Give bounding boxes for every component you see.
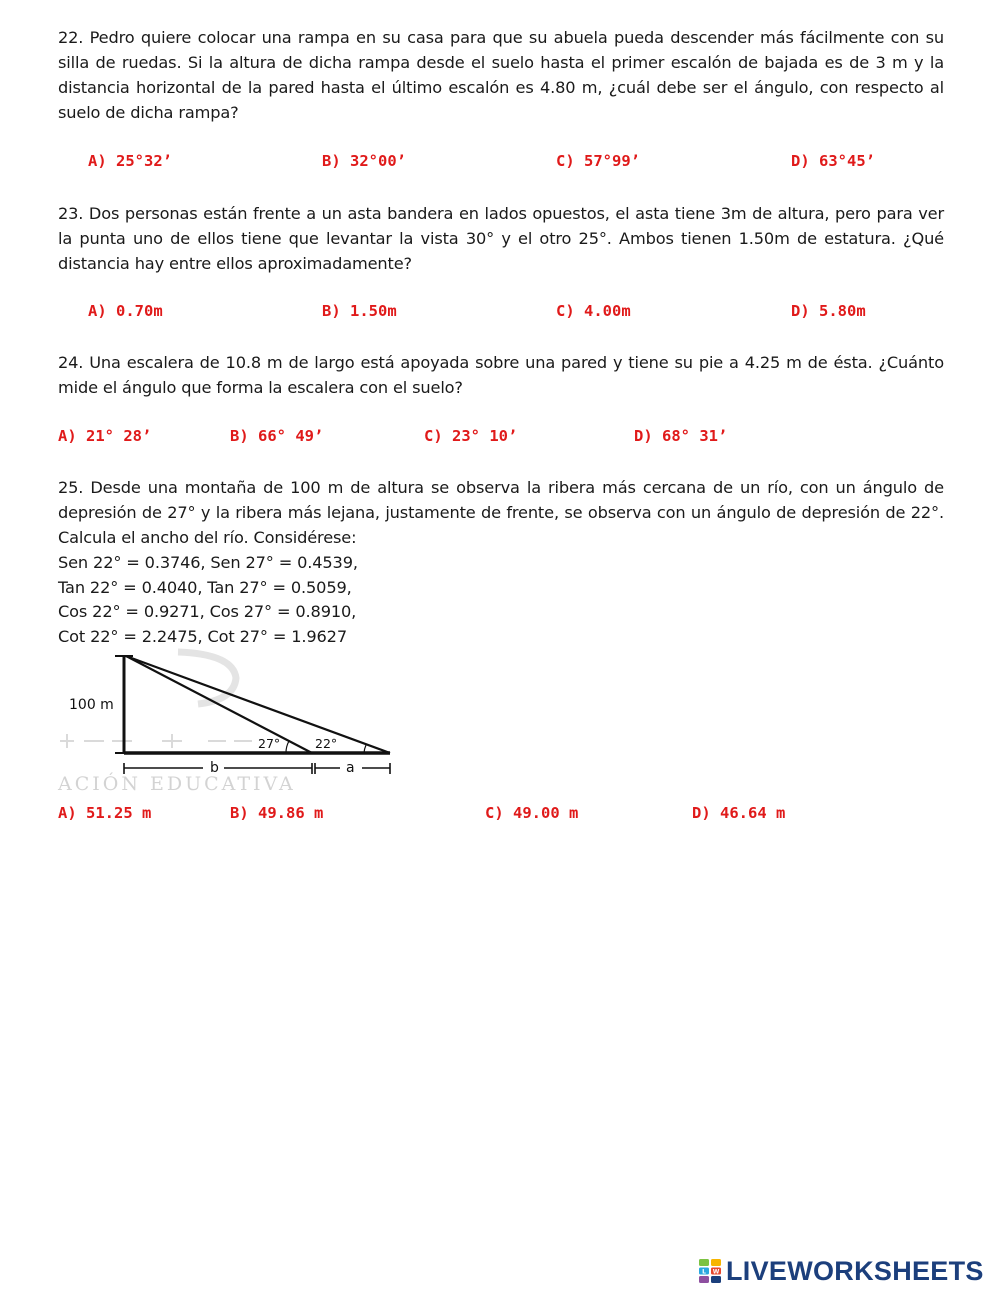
depression-angle-diagram — [58, 648, 398, 788]
liveworksheets-logo-icon — [698, 1258, 722, 1284]
q24-option-c[interactable]: C) 23° 10’ — [424, 427, 518, 445]
line-of-sight-near — [126, 656, 312, 753]
question-25-text: 25. Desde una montaña de 100 m de altura se observa la ribera más cercana de un río, con un ángulo de depresión de 27° y la ribera más lejana, justamente de frente, se observa con un ángulo de depresión de 22°. Calcula el ancho del río. Considérese: — [58, 478, 944, 547]
q24-option-b[interactable]: B) 66° 49’ — [230, 427, 324, 445]
watermark-dashes — [60, 734, 252, 748]
dimension-label-a: a — [346, 760, 355, 776]
q24-option-d[interactable]: D) 68° 31’ — [634, 427, 728, 445]
q25-option-c[interactable]: C) 49.00 m — [485, 804, 579, 822]
q25-option-d[interactable]: D) 46.64 m — [692, 804, 786, 822]
brand-name: LIVEWORKSHEETS — [726, 1255, 984, 1286]
q23-option-a[interactable]: A) 0.70m — [88, 302, 163, 320]
height-label: 100 m — [69, 697, 114, 713]
question-24-text: 24. Una escalera de 10.8 m de largo está apoyada sobre una pared y tiene su pie a 4.25 m de ésta. ¿Cuánto mide el ángulo que forma la escalera con el suelo? — [58, 353, 944, 397]
liveworksheets-logo — [698, 1255, 984, 1287]
q22-option-a[interactable]: A) 25°32’ — [88, 152, 172, 170]
q22-option-c[interactable]: C) 57°99’ — [556, 152, 640, 170]
q25-option-a[interactable]: A) 51.25 m — [58, 804, 152, 822]
trig-values-line: Sen 22° = 0.3746, Sen 27° = 0.4539, — [58, 553, 358, 572]
q23-option-d[interactable]: D) 5.80m — [791, 302, 866, 320]
q22-option-d[interactable]: D) 63°45’ — [791, 152, 875, 170]
trig-values-line: Tan 22° = 0.4040, Tan 27° = 0.5059, — [58, 578, 352, 597]
q23-option-b[interactable]: B) 1.50m — [322, 302, 397, 320]
question-22-text: 22. Pedro quiere colocar una rampa en su casa para que su abuela pueda descender más fácilmente con su silla de ruedas. Si la altura de dicha rampa desde el suelo hasta el primer escalón de bajada es de 3 m y la distancia horizontal de la pared hasta el último escalón es 4.80 m, ¿cuál debe ser el ángulo, con respecto al suelo de dicha rampa? — [58, 28, 944, 122]
svg-text:L: L — [702, 1268, 706, 1276]
q22-option-b[interactable]: B) 32°00’ — [322, 152, 406, 170]
dimension-label-b: b — [210, 760, 219, 776]
angle-label-near: 27° — [258, 736, 281, 751]
q23-option-c[interactable]: C) 4.00m — [556, 302, 631, 320]
trig-values-line: Cot 22° = 2.2475, Cot 27° = 1.9627 — [58, 627, 347, 646]
svg-text:W: W — [712, 1268, 720, 1276]
angle-label-far: 22° — [315, 736, 338, 751]
angle-arc-near — [286, 741, 289, 753]
q24-option-a[interactable]: A) 21° 28’ — [58, 427, 152, 445]
watermark-text: ACIÓN EDUCATIVA — [58, 773, 296, 795]
question-23-text: 23. Dos personas están frente a un asta bandera en lados opuestos, el asta tiene 3m de altura, pero para ver la punta uno de ellos tiene que levantar la vista 30° y el otro 25°. Ambos tienen 1.50m de estatura. ¿Qué distancia hay entre ellos aproximadamente? — [58, 204, 944, 273]
q25-option-b[interactable]: B) 49.86 m — [230, 804, 324, 822]
trig-values-line: Cos 22° = 0.9271, Cos 27° = 0.8910, — [58, 602, 357, 621]
